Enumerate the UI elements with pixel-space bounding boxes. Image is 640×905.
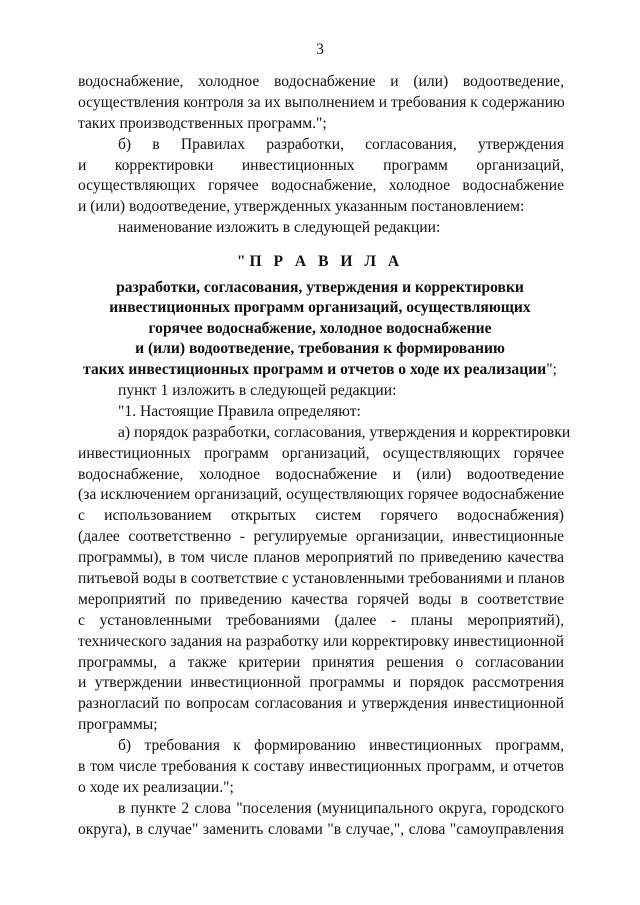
text-line: о ходе их реализации."; [78,778,234,796]
text-line: в том числе требования к составу инвестиционных программ, и отчетов [78,758,564,776]
text-line: а) порядок разработки, согласования, утверждения и корректировки [118,423,571,441]
text-line: в пункте 2 слова "поселения (муниципального округа, городского [118,799,564,817]
subtitle-line-text: таких инвестиционных программ и отчетов о ходе их реализации [83,360,547,378]
subtitle-line [0,319,640,339]
text-line: б) в Правилах разработки, согласования, утверждения [118,135,564,153]
text-line: и (или) водоотведение, утвержденных указанным постановлением: [78,198,525,216]
text-line: и утверждении инвестиционной программы и порядок рассмотрения [78,674,564,692]
text-line: (далее соответственно - регулируемые организации, инвестиционные [78,528,564,546]
subtitle-line-text: горячее водоснабжение, холодное водоснабжение [148,319,492,337]
text-line: с установленными требованиями (далее - планы мероприятий), [78,611,564,629]
text-line: водоснабжение, холодное водоснабжение и (или) водоотведение, [78,73,564,90]
text-line: питьевой воды в соответствие с установленными требованиями и планов [78,570,565,588]
text-line: мероприятий по приведению качества горячей воды в соответствие [78,590,564,608]
text-line: (за исключением организаций, осуществляющих горячее водоснабжение [78,486,564,504]
text-line: б) требования к формированию инвестиционных программ, [118,737,564,755]
subtitle-line-text: инвестиционных программ организаций, осуществляющих [109,299,531,317]
text-block-main [78,381,571,841]
text-line: пункт 1 изложить в следующей редакции: [118,382,397,399]
subtitle-line [0,360,640,380]
text-line: таких производственных программ."; [78,114,327,132]
text-line: разногласий по вопросам согласования и утверждения инвестиционной [78,695,564,713]
rules-subtitle [0,278,640,380]
subtitle-line [0,278,640,298]
text-line: и корректировки инвестиционных программ организаций, [78,156,564,174]
subtitle-closing-quote: "; [546,360,557,378]
text-line: инвестиционных программ организаций, осуществляющих горячее [78,444,564,462]
text-line: технического задания на разработку или корректировку инвестиционной [78,632,564,650]
text-line: осуществляющих горячее водоснабжение, холодное водоснабжение [78,177,564,195]
text-line: с использованием открытых систем горячего водоснабжения) [78,507,564,525]
text-block-top [78,72,564,239]
rules-title: "П Р А В И Л А [236,253,404,270]
text-line: водоснабжение, холодное водоснабжение и (или) водоотведение [78,465,564,483]
subtitle-line-text: и (или) водоотведение, требования к формированию [135,340,505,358]
subtitle-line [0,298,640,318]
subtitle-line [0,339,640,359]
subtitle-line-text: разработки, согласования, утверждения и корректировки [116,279,524,296]
text-line: "1. Настоящие Правила определяют: [118,402,361,420]
text-line: программы, а также критерии принятия решения о согласовании [78,653,564,671]
text-line: программы; [78,716,158,734]
text-line: округа), в случае" заменить словами "в случае,", слова "самоуправления [78,820,564,838]
page-number: 3 [316,41,324,58]
text-line: наименование изложить в следующей редакции: [118,219,441,237]
text-line: осуществления контроля за их выполнением и требования к содержанию [78,93,565,111]
text-line: программы), в том числе планов мероприятий по приведению качества [78,549,564,567]
